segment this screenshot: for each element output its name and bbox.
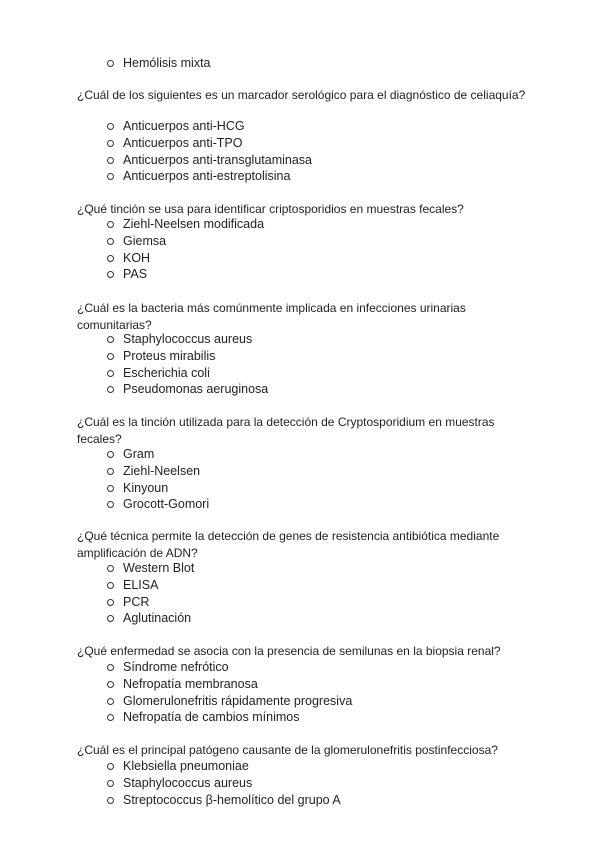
hollow-bullet-icon <box>107 336 114 343</box>
hollow-bullet-icon <box>107 451 114 458</box>
question-6-options <box>105 659 352 726</box>
hollow-bullet-icon <box>107 353 114 360</box>
option-text: Giemsa <box>123 233 167 248</box>
option-text: Streptococcus β-hemolítico del grupo A <box>123 792 341 807</box>
hollow-bullet-icon <box>107 468 114 475</box>
list-item <box>105 594 194 611</box>
option-text: Escherichia coli <box>123 365 210 380</box>
list-item <box>105 446 209 463</box>
hollow-bullet-icon <box>107 485 114 492</box>
option-text: Klebsiella pneumoniae <box>123 759 249 773</box>
option-text: Anticuerpos anti-transglutaminasa <box>123 152 312 167</box>
hollow-bullet-icon <box>107 797 114 804</box>
option-text: Aglutinación <box>123 611 192 626</box>
option-text: ELISA <box>123 577 159 592</box>
question-3-text: ¿Cuál es la bacteria más comúnmente implicada en infecciones urinarias comunitarias? <box>77 301 466 332</box>
hollow-bullet-icon <box>107 221 114 228</box>
hollow-bullet-icon <box>107 599 114 606</box>
list-item <box>105 348 268 365</box>
list-item <box>105 135 312 152</box>
list-item <box>105 118 312 135</box>
option-text: PAS <box>123 267 148 282</box>
list-item <box>105 577 194 594</box>
list-item <box>105 233 264 250</box>
hollow-bullet-icon <box>107 386 114 393</box>
list-item <box>105 610 194 627</box>
question-1-options <box>105 118 312 185</box>
list-item <box>105 676 352 693</box>
option-text: Pseudomonas aeruginosa <box>123 382 269 397</box>
hollow-bullet-icon <box>107 60 114 67</box>
list-item <box>105 216 264 233</box>
option-text: PCR <box>123 594 150 609</box>
hollow-bullet-icon <box>107 664 114 671</box>
option-text: Ziehl-Neelsen <box>123 463 201 478</box>
list-item <box>105 168 312 185</box>
hollow-bullet-icon <box>107 271 114 278</box>
question-5-text: ¿Qué técnica permite la detección de genes de resistencia antibiótica mediante amplificación de ADN? <box>77 529 500 560</box>
option-text: Síndrome nefrótico <box>123 660 229 674</box>
list-item <box>105 709 352 726</box>
list-item <box>105 463 209 480</box>
list-item <box>105 152 312 169</box>
hollow-bullet-icon <box>107 173 114 180</box>
list-item <box>105 496 209 513</box>
option-text: Grocott-Gomori <box>123 497 210 512</box>
hollow-bullet-icon <box>107 501 114 508</box>
option-text: Ziehl-Neelsen modificada <box>123 217 265 231</box>
option-text: Proteus mirabilis <box>123 348 216 363</box>
question-4-text: ¿Cuál es la tinción utilizada para la detección de Cryptosporidium en muestras fecales? <box>77 415 495 446</box>
list-item <box>105 365 268 382</box>
hollow-bullet-icon <box>107 157 114 164</box>
option-text: Hemólisis mixta <box>123 56 211 70</box>
list-item <box>105 693 352 710</box>
option-text: Kinyoun <box>123 480 169 495</box>
hollow-bullet-icon <box>107 140 114 147</box>
option-text: Gram <box>123 447 155 461</box>
question-3-options <box>105 331 268 398</box>
list-item <box>105 266 264 283</box>
hollow-bullet-icon <box>107 565 114 572</box>
hollow-bullet-icon <box>107 681 114 688</box>
question-2-text: ¿Qué tinción se usa para identificar criptosporidios en muestras fecales? <box>77 202 464 216</box>
question-4-options <box>105 446 209 513</box>
option-text: Glomerulonefritis rápidamente progresiva <box>123 693 353 708</box>
list-item <box>105 55 211 72</box>
question-6-text: ¿Qué enfermedad se asocia con la presencia de semilunas en la biopsia renal? <box>77 644 501 658</box>
question-2-options <box>105 216 264 283</box>
option-text: Nefropatía membranosa <box>123 676 258 691</box>
hollow-bullet-icon <box>107 763 114 770</box>
list-item <box>105 480 209 497</box>
list-item <box>105 659 352 676</box>
hollow-bullet-icon <box>107 370 114 377</box>
hollow-bullet-icon <box>107 698 114 705</box>
option-text: KOH <box>123 250 151 265</box>
hollow-bullet-icon <box>107 123 114 130</box>
list-item <box>105 775 341 792</box>
list-item <box>105 250 264 267</box>
list-item <box>105 560 194 577</box>
option-text: Anticuerpos anti-estreptolisina <box>123 169 291 184</box>
hollow-bullet-icon <box>107 255 114 262</box>
hollow-bullet-icon <box>107 582 114 589</box>
option-text: Anticuerpos anti-TPO <box>123 135 243 150</box>
question-5-options <box>105 560 194 627</box>
hollow-bullet-icon <box>107 238 114 245</box>
hollow-bullet-icon <box>107 714 114 721</box>
question-7-text: ¿Cuál es el principal patógeno causante de la glomerulonefritis postinfecciosa? <box>77 743 498 757</box>
list-item <box>105 758 341 775</box>
option-text: Nefropatía de cambios mínimos <box>123 710 300 725</box>
leading-option-list <box>105 55 211 72</box>
option-text: Staphylococcus aureus <box>123 332 253 346</box>
hollow-bullet-icon <box>107 615 114 622</box>
hollow-bullet-icon <box>107 780 114 787</box>
list-item <box>105 331 268 348</box>
option-text: Anticuerpos anti-HCG <box>123 119 245 133</box>
list-item <box>105 792 341 809</box>
question-7-options <box>105 758 341 808</box>
question-1-text: ¿Cuál de los siguientes es un marcador serológico para el diagnóstico de celiaquía? <box>77 88 526 102</box>
option-text: Western Blot <box>123 561 195 575</box>
option-text: Staphylococcus aureus <box>123 775 253 790</box>
list-item <box>105 381 268 398</box>
